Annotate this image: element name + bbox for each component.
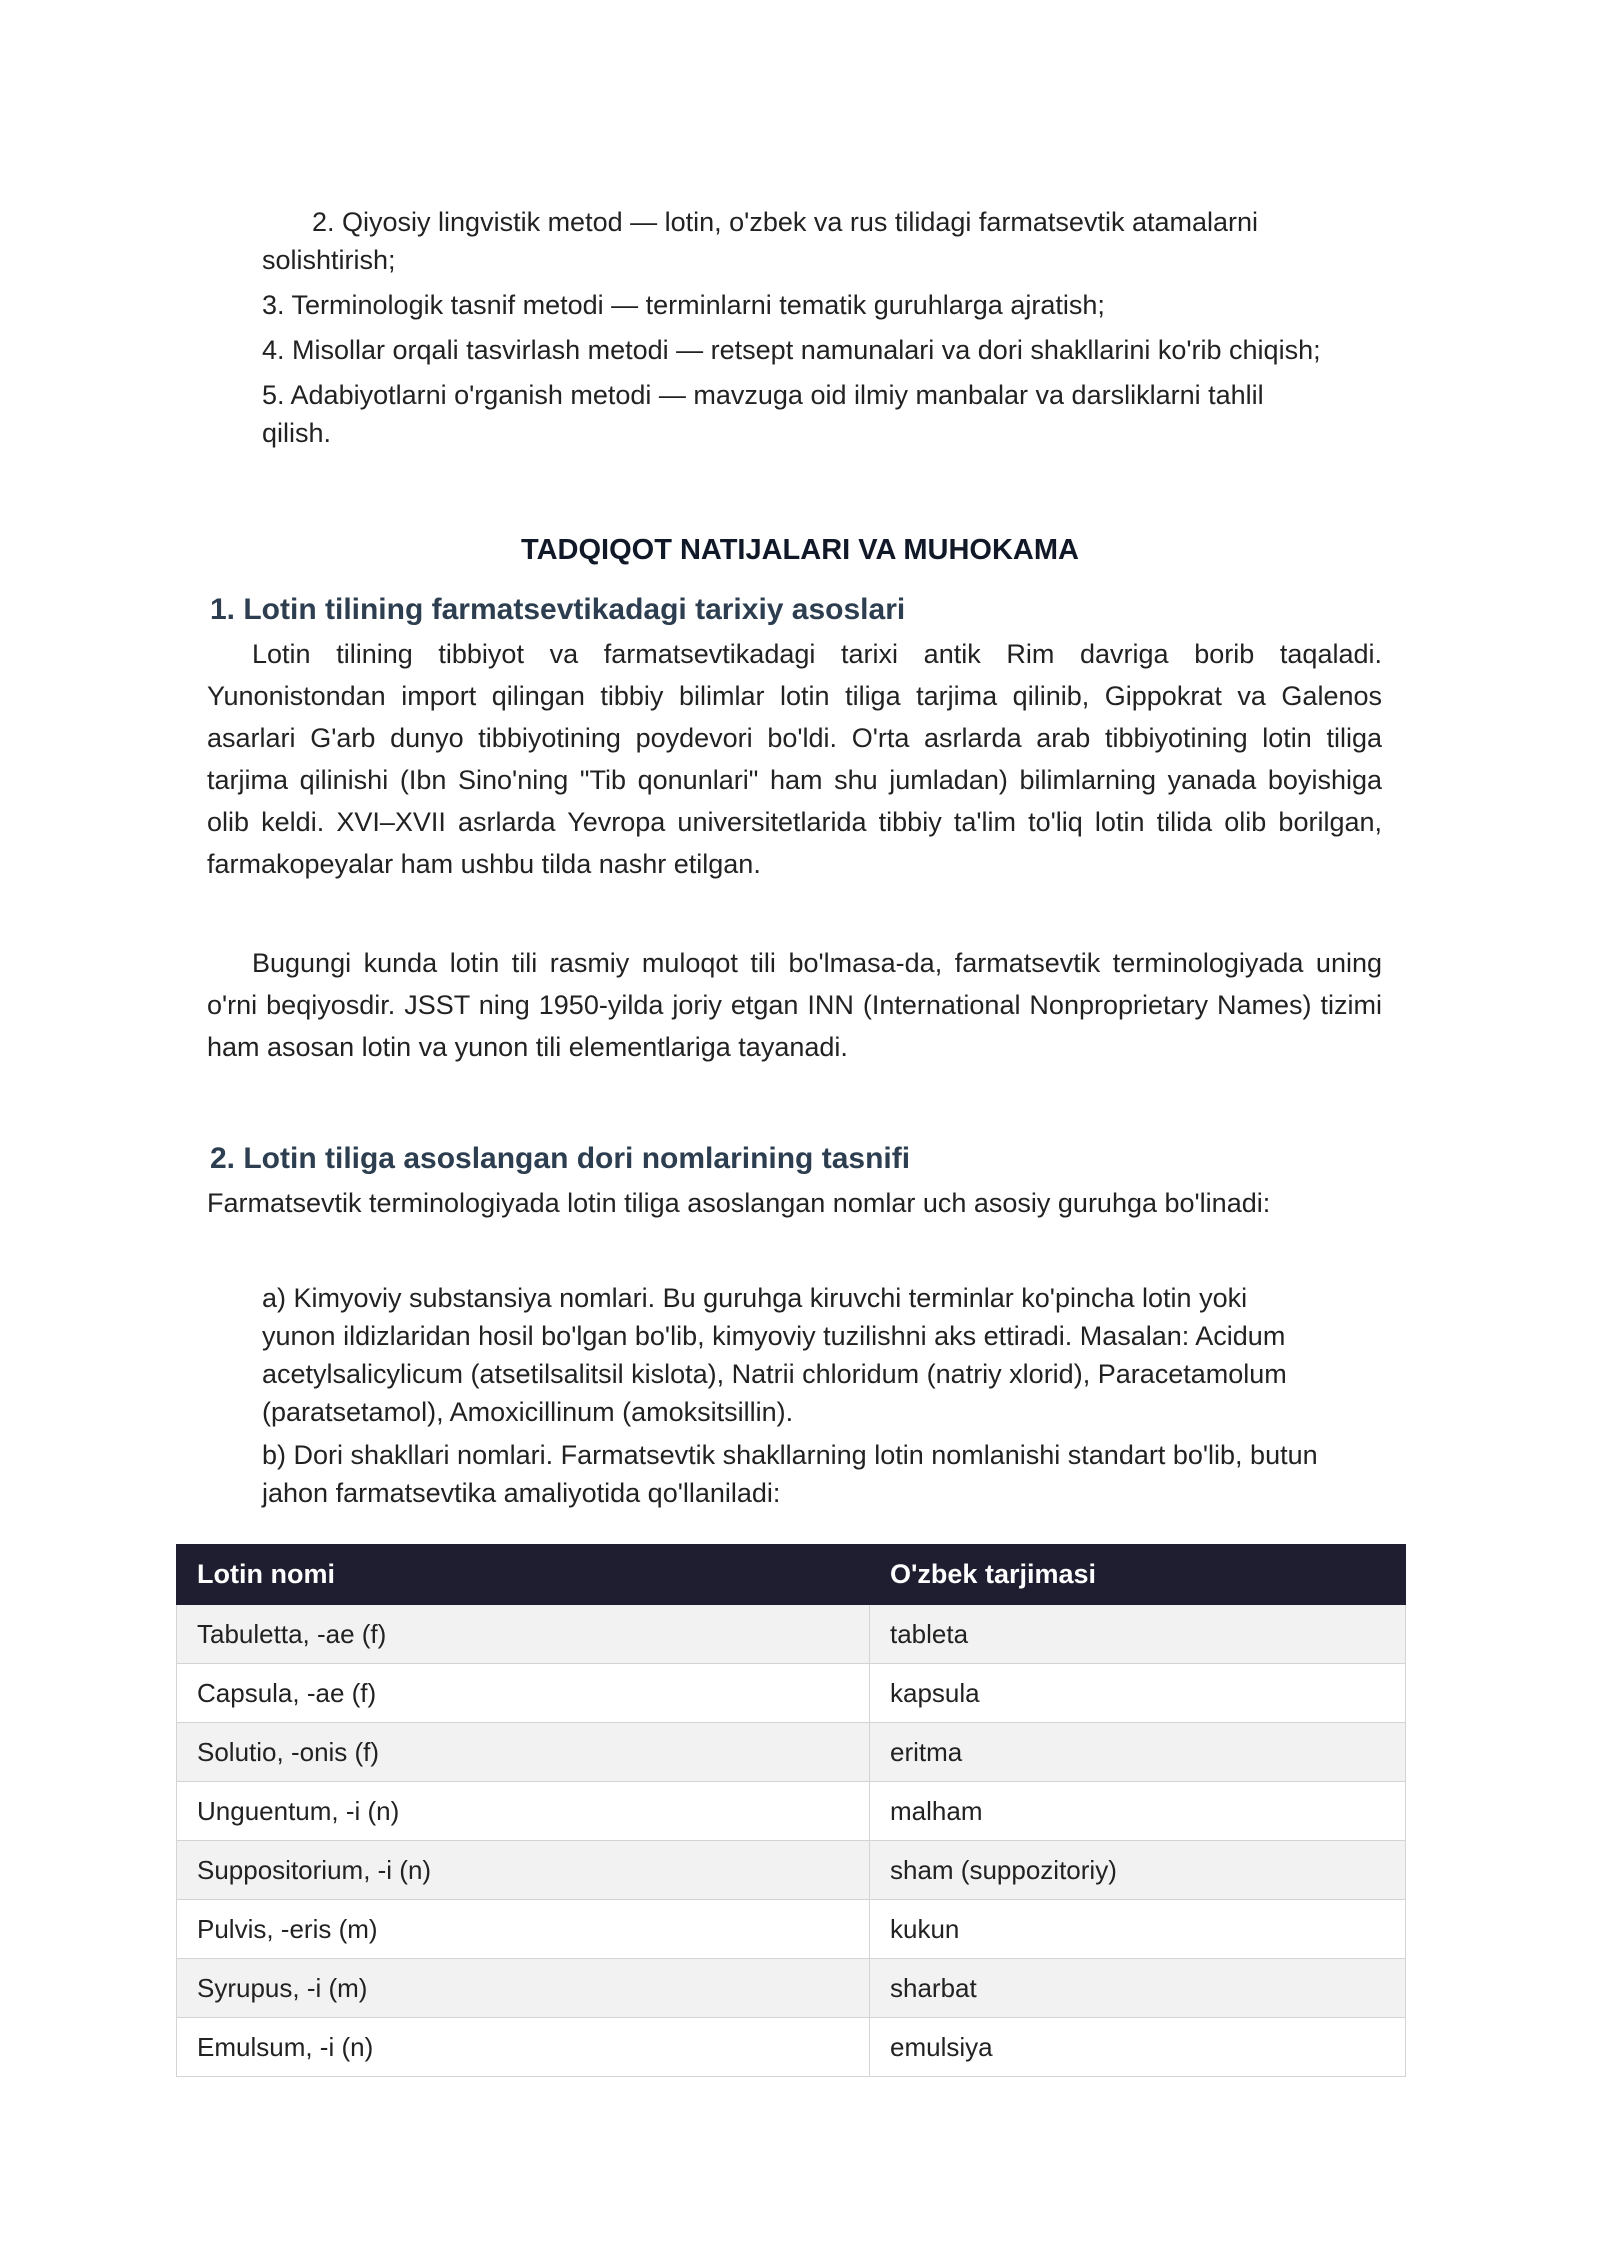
table-cell-latin: Unguentum, -i (n) <box>177 1782 870 1841</box>
table-row <box>177 1900 1406 1959</box>
table-row <box>177 1782 1406 1841</box>
section-title: TADQIQOT NATIJALARI VA MUHOKAMA <box>521 534 1079 566</box>
method-item-5: 5. Adabiyotlarni o'rganish metodi — mavzuga oid ilmiy manbalar va darsliklarni tahlil qilish. <box>262 380 1264 448</box>
table-cell-uzbek: sharbat <box>870 1959 1406 2018</box>
table-header-uzbek: O'zbek tarjimasi <box>870 1545 1406 1605</box>
table-cell-uzbek: tableta <box>870 1605 1406 1664</box>
table-cell-latin: Pulvis, -eris (m) <box>177 1900 870 1959</box>
table-cell-latin: Syrupus, -i (m) <box>177 1959 870 2018</box>
table-cell-uzbek: malham <box>870 1782 1406 1841</box>
method-item-3: 3. Terminologik tasnif metodi — terminlarni tematik guruhlarga ajratish; <box>262 290 1105 320</box>
table-cell-uzbek: kapsula <box>870 1664 1406 1723</box>
table-row <box>177 1664 1406 1723</box>
table-cell-uzbek: sham (suppozitoriy) <box>870 1841 1406 1900</box>
classification-item-a: a) Kimyoviy substansiya nomlari. Bu guruhga kiruvchi terminlar ko'pincha lotin yoki yunon ildizlaridan hosil bo'lgan bo'lib, kimyoviy tuzilishni aks ettiradi. Masalan: Acidum acetylsalicylicum (atsetilsalitsil kislota), Natrii chloridum (natriy xlorid), Paracetamolum (paratsetamol), Amoxicillinum (amoksitsillin). <box>262 1283 1287 1427</box>
section1-paragraph1: Lotin tilining tibbiyot va farmatsevtikadagi tarixi antik Rim davriga borib taqaladi. Yunonistondan import qilingan tibbiy bilimlar lotin tiliga tarjima qilinib, Gippokrat va Galenos asarlari G'arb dunyo tibbiyotining poydevori bo'ldi. O'rta asrlarda arab tibbiyotining lotin tiliga tarjima qilinishi (Ibn Sino'ning "Tib qonunlari" ham shu jumladan) bilimlarning yanada boyishiga olib keldi. XVI–XVII asrlarda Yevropa universitetlarida tibbiy ta'lim to'liq lotin tilida olib borilgan, farmakopeyalar ham ushbu tilda nashr etilgan. <box>207 639 1382 879</box>
table-cell-uzbek: kukun <box>870 1900 1406 1959</box>
table-cell-latin: Tabuletta, -ae (f) <box>177 1605 870 1664</box>
classification-list <box>262 1279 1322 1517</box>
method-item-4: 4. Misollar orqali tasvirlash metodi — retsept namunalari va dori shakllarini ko'rib chiqish; <box>262 335 1321 365</box>
table-cell-latin: Solutio, -onis (f) <box>177 1723 870 1782</box>
table-header-latin: Lotin nomi <box>177 1545 870 1605</box>
table-row <box>177 1841 1406 1900</box>
table-row <box>177 1605 1406 1664</box>
table-header-row <box>177 1545 1406 1605</box>
section2-intro: Farmatsevtik terminologiyada lotin tiliga asoslangan nomlar uch asosiy guruhga bo'linadi: <box>207 1188 1271 1218</box>
table-row <box>177 2018 1406 2077</box>
table-cell-latin: Emulsum, -i (n) <box>177 2018 870 2077</box>
table-cell-latin: Capsula, -ae (f) <box>177 1664 870 1723</box>
table-cell-uzbek: emulsiya <box>870 2018 1406 2077</box>
section2-heading: 2. Lotin tiliga asoslangan dori nomlarining tasnifi <box>210 1142 911 1175</box>
table-cell-uzbek: eritma <box>870 1723 1406 1782</box>
section1-paragraph2: Bugungi kunda lotin tili rasmiy muloqot tili bo'lmasa-da, farmatsevtik terminologiyada uning o'rni beqiyosdir. JSST ning 1950-yilda joriy etgan INN (International Nonproprietary Names) tizimi ham asosan lotin va yunon tili elementlariga tayanadi. <box>207 948 1382 1062</box>
methods-list <box>262 203 1322 459</box>
table-cell-latin: Suppositorium, -i (n) <box>177 1841 870 1900</box>
table-row <box>177 1723 1406 1782</box>
dosage-forms-table <box>176 1544 1406 2077</box>
section1-heading: 1. Lotin tilining farmatsevtikadagi tarixiy asoslari <box>210 593 906 626</box>
method-item-2: 2. Qiyosiy lingvistik metod — lotin, o'zbek va rus tilidagi farmatsevtik atamalarni solishtirish; <box>262 207 1259 275</box>
classification-item-b: b) Dori shakllari nomlari. Farmatsevtik shakllarning lotin nomlanishi standart bo'lib, butun jahon farmatsevtika amaliyotida qo'llaniladi: <box>262 1440 1318 1508</box>
table-row <box>177 1959 1406 2018</box>
